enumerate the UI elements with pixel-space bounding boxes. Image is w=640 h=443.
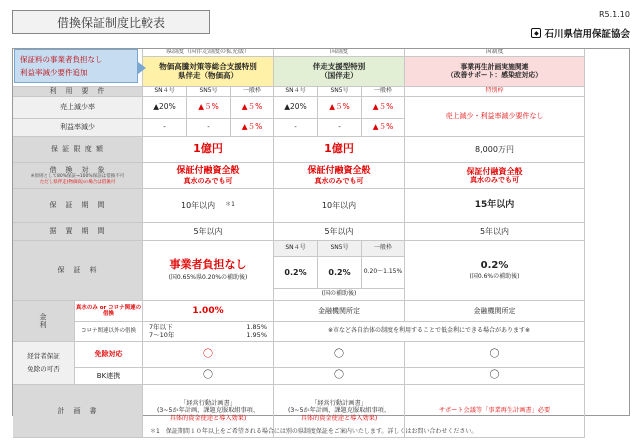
plan-nat-detail: (3~5か年計画、課題克服取組事項、 (287, 407, 391, 415)
page-title: 借換保証制度比較表 (12, 10, 210, 34)
period-pref-note: ＊1 (225, 201, 235, 209)
defer-nat: 5年以内 (274, 223, 405, 241)
guar-pref-a: 〇 (143, 342, 274, 368)
rate-label-1: 金 (39, 312, 48, 321)
req-label: 利 用 要 件 (13, 87, 143, 97)
profit-pref-sn5: - (187, 119, 231, 137)
plan-pref-red: 具体的資金使途と導入効果) (169, 414, 247, 422)
limit-rev: 8,000万円 (405, 137, 585, 163)
rate-label (13, 301, 75, 342)
guar-rev-b: 〇 (405, 368, 585, 385)
target-label: 借 換 対 象 (49, 166, 106, 175)
profit-pref-general: ▲５% (231, 119, 274, 137)
pref-sn4-header: SN４号 (143, 87, 187, 97)
guar-label (13, 342, 75, 385)
rate-b1-term: 7年以下 (149, 323, 173, 332)
target-nat-main: 保証付融資全般 (307, 166, 371, 177)
nat-sn5-header: SN5号 (318, 87, 362, 97)
fee-pref-main: 事業者負担なし (169, 257, 247, 271)
rate-b-values (143, 322, 274, 342)
defer-label: 据 置 期 間 (13, 223, 143, 241)
target-nat-sub: 真水のみでも可 (314, 176, 364, 185)
rate-a-label: 真水のみ or コロナ関連の借換 (75, 301, 143, 322)
sales-nat-general: ▲５% (362, 97, 405, 119)
rate-b-label: コロナ関連以外の借換 (75, 322, 143, 342)
footnote: ＊1 保証期間１０年以上をご希望される場合には別の県制度保証をご案内いたします。詳しくはお問い合わせください。 (150, 428, 478, 435)
nat-name-1: 伴走支援型特別 (312, 61, 366, 71)
guar-label-2: 免除の可否 (27, 365, 60, 373)
guar-nat-a: 〇 (274, 342, 405, 368)
fee-label: 保 証 料 (13, 241, 143, 301)
rate-a-value: 1.00% (143, 301, 274, 322)
callout-line-2: 利益率減少要件追加 (20, 68, 88, 77)
defer-pref: 5年以内 (143, 223, 274, 241)
callout-line-1: 保証料の事業者負担なし (20, 55, 103, 64)
plan-pref-title: 「経営行動計画書」 (180, 400, 236, 408)
nat-sub-header: 国制度 (274, 49, 405, 57)
sales-pref-sn5: ▲５% (187, 97, 231, 119)
sales-nat-sn5: ▲５% (318, 97, 362, 119)
rate-b1-rate: 1.85% (246, 323, 267, 332)
defer-rev: 5年以内 (405, 223, 585, 241)
profit-nat-general: ▲５% (362, 119, 405, 137)
target-nat (274, 163, 405, 189)
rate-note: ※市など各自治体の制度を利用することで低金利にできる場合があります※ (274, 322, 585, 342)
guar-pref-b: 〇 (143, 368, 274, 385)
fee-rev-note: (国0.6%の補助後) (469, 273, 520, 281)
target-rev-sub: 真水のみでも可 (470, 176, 519, 185)
fee-sn4-value: 0.2% (274, 257, 318, 289)
brand (531, 26, 630, 40)
rate-rev: 金融機関所定 (405, 301, 585, 322)
pref-sub-header: 県制度（国伴走制度の拡充版） (143, 49, 274, 57)
plan-nat-title: 「経営行動計画書」 (311, 400, 367, 408)
fee-sn4-header: SN４号 (274, 241, 318, 257)
callout-arrow-icon (138, 62, 146, 74)
fee-pref-note: (国0.65%県0.20%の補助後) (168, 274, 248, 282)
target-pref-main: 保証付融資全般 (176, 166, 240, 177)
rate-b-row-2 (149, 332, 267, 339)
limit-pref: 1億円 (143, 137, 274, 163)
callout-note (14, 49, 138, 83)
sales-pref-sn4: ▲20% (143, 97, 187, 119)
fee-sn5-header: SN5号 (318, 241, 362, 257)
fee-nat-note: (国の補助後) (274, 289, 405, 301)
target-rev (405, 163, 585, 189)
profit-pref-sn4: - (143, 119, 187, 137)
plan-rev: サポート会議等「事業再生計画書」必要 (405, 385, 585, 438)
nat-header (274, 57, 405, 87)
fee-rev-main: 0.2% (480, 259, 509, 271)
plan-pref-detail: (3~5か年計画、課題克服取組事項、 (156, 407, 260, 415)
rev-header (405, 57, 585, 87)
period-label: 保 証 期 間 (13, 189, 143, 223)
comparison-table (12, 48, 630, 422)
guar-rev-a: 〇 (405, 342, 585, 368)
plan-label: 計 画 書 (13, 385, 143, 438)
guar-nat-b: 〇 (274, 368, 405, 385)
pref-name-2: 県伴走（物価高） (178, 70, 238, 80)
pref-sn5-header: SN5号 (187, 87, 231, 97)
limit-label: 保 証 限 度 額 (13, 137, 143, 163)
fee-sn5-value: 0.2% (318, 257, 362, 289)
rate-label-2: 利 (39, 321, 48, 329)
special-header: 特別枠 (405, 87, 585, 97)
brand-name: 石川県信用保証協会 (544, 29, 630, 40)
period-pref-value: 10年以内 (180, 200, 216, 210)
sales-nat-sn4: ▲20% (274, 97, 318, 119)
profit-label: 利益率減少 (13, 119, 143, 137)
pref-name-1: 物価高騰対策等総合支援特別 (159, 61, 257, 71)
rate-b2-rate: 1.95% (246, 330, 267, 339)
pref-general-header: 一般枠 (231, 87, 274, 97)
rate-b2-term: 7～10年 (149, 330, 175, 339)
brand-logo-icon: ◆ (531, 28, 541, 38)
nat-sn4-header: SN４号 (274, 87, 318, 97)
period-nat: 10年以内 (274, 189, 405, 223)
guar-a-label: 免除対応 (75, 342, 143, 368)
fee-rev (405, 241, 585, 301)
period-pref (143, 189, 274, 223)
guar-label-1: 経営者保証 (27, 351, 60, 360)
nat-general-header: 一般枠 (362, 87, 405, 97)
guar-b-label: BK連携 (75, 368, 143, 385)
plan-nat-red: 具体的資金使途と導入効果) (300, 414, 378, 422)
rev-name-2: （改善サポート：感染症対応） (446, 70, 543, 79)
target-rev-main: 保証付融資全般 (466, 166, 523, 176)
fee-general-header: 一般枠 (362, 241, 405, 257)
target-pref (143, 163, 274, 189)
profit-nat-sn4: - (274, 119, 318, 137)
sales-pref-general: ▲５% (231, 97, 274, 119)
fee-pref (143, 241, 274, 301)
pref-header (143, 57, 274, 87)
sales-label: 売上減少率 (13, 97, 143, 119)
target-note-2: ただし県伴走(物価高)の場合は借換可 (39, 179, 116, 185)
target-note-1: ※原則として80%保証→100%保証は借換不可 (30, 174, 125, 180)
profit-nat-sn5: - (318, 119, 362, 137)
period-rev: 15年以内 (405, 189, 585, 223)
date: R5.1.10 (598, 10, 630, 19)
rev-sub-header: 国制度 (405, 49, 585, 57)
limit-nat: 1億円 (274, 137, 405, 163)
rev-sales-req: 売上減少・利益率減少要件なし (405, 97, 585, 137)
rev-name-1: 事業再生計画実施関連 (460, 62, 529, 71)
target-pref-sub: 真水のみでも可 (183, 176, 233, 185)
nat-name-2: （国伴走） (320, 70, 358, 80)
target-label-cell (13, 163, 143, 189)
rate-nat: 金融機関所定 (274, 301, 405, 322)
fee-general-value: 0.20～1.15% (362, 257, 405, 289)
